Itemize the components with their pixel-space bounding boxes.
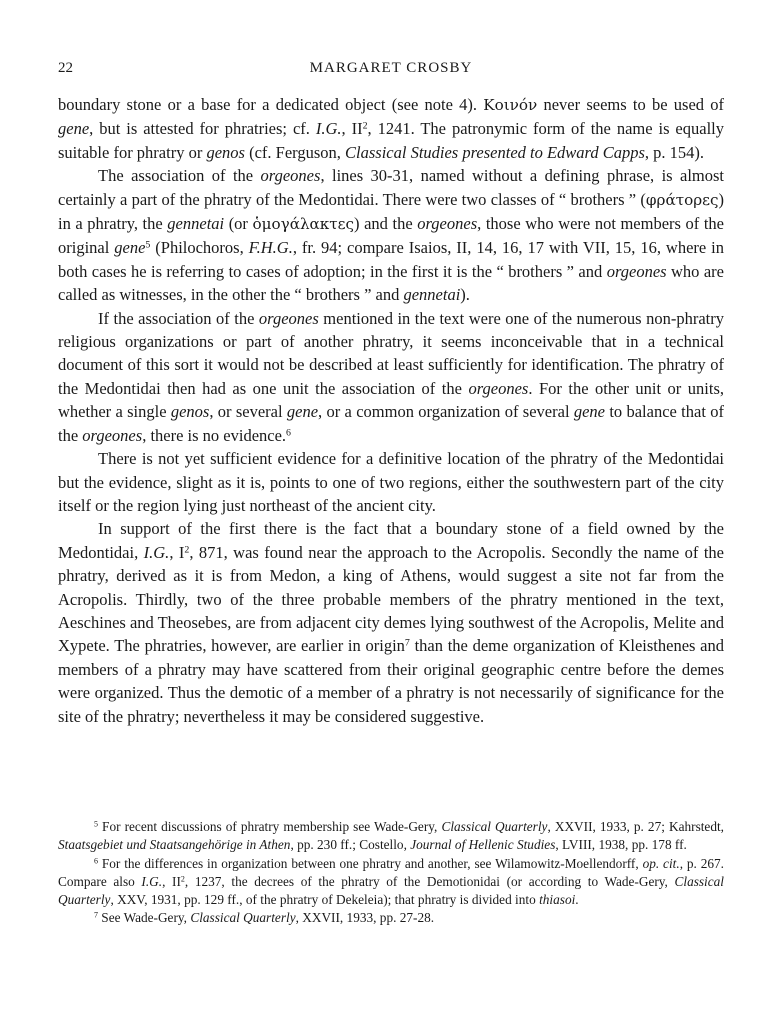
italic-text: gennetai	[403, 285, 461, 305]
italic-text: gene	[58, 119, 90, 139]
text-run: (or	[224, 214, 253, 234]
text-run: ) in a phratry, the	[58, 189, 724, 234]
superscript: 2	[184, 544, 190, 556]
body-text	[58, 93, 724, 728]
text-run: For the differences in organization between one phratry and another, see Wilamowitz-Moellendorff,	[97, 855, 643, 871]
text-run: , there is no evidence.	[142, 425, 287, 445]
text-run: .	[575, 892, 579, 908]
text-run: , 1241. The patronymic form of the name is equally suitable for phratry or	[58, 119, 724, 162]
italic-text: Classical Studies presented to Edward Capps	[345, 142, 645, 162]
text-run: never seems to be used of	[537, 95, 724, 114]
text-run: , 871, was found near the approach to the Acropolis. Secondly the name of the phratry, derived as it is from Medon, a king of Athens, would suggest a site not far from the Acropolis. Thirdly, two of the three probable members of the phratry mentioned in the text, Aeschines and Theosebes, are from adjacent city demes lying southwest of the Acropolis, Melite and Xypete. The phratries, however, are earlier in origin	[58, 542, 725, 656]
italic-text: orgeones	[606, 261, 667, 281]
text-run: , those who were not members of the original	[58, 214, 724, 258]
italic-text: orgeones	[260, 166, 321, 186]
text-run: ).	[460, 285, 470, 305]
italic-text: Classical Quarterly	[190, 910, 296, 926]
text-run: , XXVII, 1933, pp. 27-28.	[295, 910, 435, 926]
page-number: 22	[58, 60, 73, 76]
italic-text: op. cit.	[642, 855, 680, 871]
superscript: 7	[94, 911, 98, 921]
text-run: (cf. Ferguson,	[244, 142, 346, 162]
superscript: 6	[94, 856, 98, 866]
italic-text: orgeones	[468, 378, 529, 398]
italic-text: I.G.	[143, 542, 170, 562]
italic-text: gene	[114, 238, 146, 258]
superscript: 2	[180, 874, 185, 884]
italic-text: Journal of Hellenic Studies	[410, 837, 556, 853]
text-run: (Philochoros,	[150, 238, 249, 258]
greek-text: φράτορες	[645, 190, 719, 209]
italic-text: orgeones	[258, 308, 319, 328]
body-paragraph	[58, 164, 724, 306]
superscript: 5	[145, 240, 151, 251]
text-run: , fr. 94; compare Isaios, II, 14, 16, 17 with VII, 15, 16, where in both cases he is referring to cases of adoption; in the first it is the “ brothers ” and	[58, 238, 724, 281]
text-run: boundary stone or a base for a dedicated object (see note 4).	[58, 95, 484, 114]
text-run: , II	[341, 119, 363, 139]
italic-text: Staatsgebiet und Staatsangehörige in Athen	[58, 837, 291, 853]
italic-text: genos	[206, 142, 245, 162]
text-run: See Wade-Gery,	[97, 910, 191, 926]
text-run: , XXVII, 1933, p. 27; Kahrstedt,	[547, 819, 725, 834]
text-run: There is not yet sufficient evidence for a definitive location of the phratry of the Medontidai but the evidence, slight as it is, points to one of two regions, either the southwestern part of the city itself or the region lying just northeast of the ancient city.	[58, 449, 724, 515]
italic-text: thiasoi	[539, 892, 576, 908]
greek-text: ὁμογάλακτες	[252, 215, 355, 234]
italic-text: Classical Quarterly	[58, 873, 724, 908]
text-run: to balance that of the	[58, 402, 724, 445]
text-run: , II	[162, 873, 181, 889]
text-run: , p. 154).	[644, 142, 705, 162]
text-run: , p. 267. Compare also	[58, 855, 725, 889]
running-head: MARGARET CROSBY	[309, 60, 473, 76]
italic-text: Classical Quarterly	[441, 819, 548, 834]
text-run: , XXV, 1931, pp. 129 ff., of the phratry of Dekeleia); that phratry is divided into	[110, 892, 540, 908]
text-run: , or several	[209, 402, 287, 422]
text-run: , 1237, the decrees of the phratry of the Demotionidai (or according to Wade-Gery,	[184, 873, 675, 889]
footnotes	[58, 818, 724, 928]
body-paragraph	[58, 307, 724, 447]
italic-text: gene	[573, 402, 606, 422]
text-run: , pp. 230 ff.; Costello,	[290, 837, 411, 853]
italic-text: gennetai	[167, 214, 225, 234]
superscript: 5	[94, 819, 98, 829]
italic-text: F.H.G.	[248, 238, 293, 258]
text-run: than the deme organization of Kleisthenes and members of a phratry may have scattered from their original geographic centre before the demes were organized. Thus the demotic of a member of a phratry is not necessarily of significance for the site of the phratry; nevertheless it may be considered suggestive.	[58, 636, 724, 726]
text-run: , but is attested for phratries; cf.	[89, 119, 316, 139]
body-paragraph	[58, 517, 724, 728]
footnote	[58, 909, 724, 927]
italic-text: I.G.	[141, 873, 163, 889]
italic-text: orgeones	[417, 214, 478, 234]
text-run: For recent discussions of phratry membership see Wade-Gery,	[97, 819, 442, 834]
text-run: , LVIII, 1938, pp. 178 ff.	[555, 837, 687, 853]
superscript: 6	[286, 427, 291, 439]
superscript: 2	[362, 120, 368, 132]
text-run: , I	[169, 542, 185, 562]
italic-text: orgeones	[82, 425, 143, 445]
footnote	[58, 818, 724, 855]
text-run: , lines 30-31, named without a defining phrase, is almost certainly a part of the phratry of the Medontidai. There were two classes of “ brothers ” (	[58, 166, 724, 209]
text-run: , or a common organization of several	[318, 402, 574, 422]
footnote	[58, 855, 724, 910]
body-paragraph	[58, 447, 724, 517]
text-run: . For the other unit or units, whether a single	[58, 378, 725, 422]
text-run: who are called as witnesses, in the other the “ brothers ” and	[58, 261, 724, 305]
text-run: If the association of the	[98, 308, 259, 328]
greek-text: Κοινόν	[483, 96, 538, 114]
text-run: The association of the	[98, 166, 261, 186]
page-header	[58, 60, 724, 82]
text-run: In support of the first there is the fact that a boundary stone of a field owned by the Medontidai,	[58, 519, 724, 562]
italic-text: genos	[170, 402, 210, 422]
superscript: 7	[404, 637, 410, 649]
italic-text: gene	[286, 402, 319, 422]
italic-text: I.G.	[315, 119, 342, 139]
body-paragraph	[58, 93, 724, 164]
text-run: ) and the	[354, 214, 418, 234]
text-run: mentioned in the text were one of the numerous non-phratry religious organizations or part of another phratry, it seems inconceivable that in a technical document of this sort it would not be described at least sufficiently for identification. The phratry of the Medontidai then had as one unit the association of the	[58, 308, 724, 398]
